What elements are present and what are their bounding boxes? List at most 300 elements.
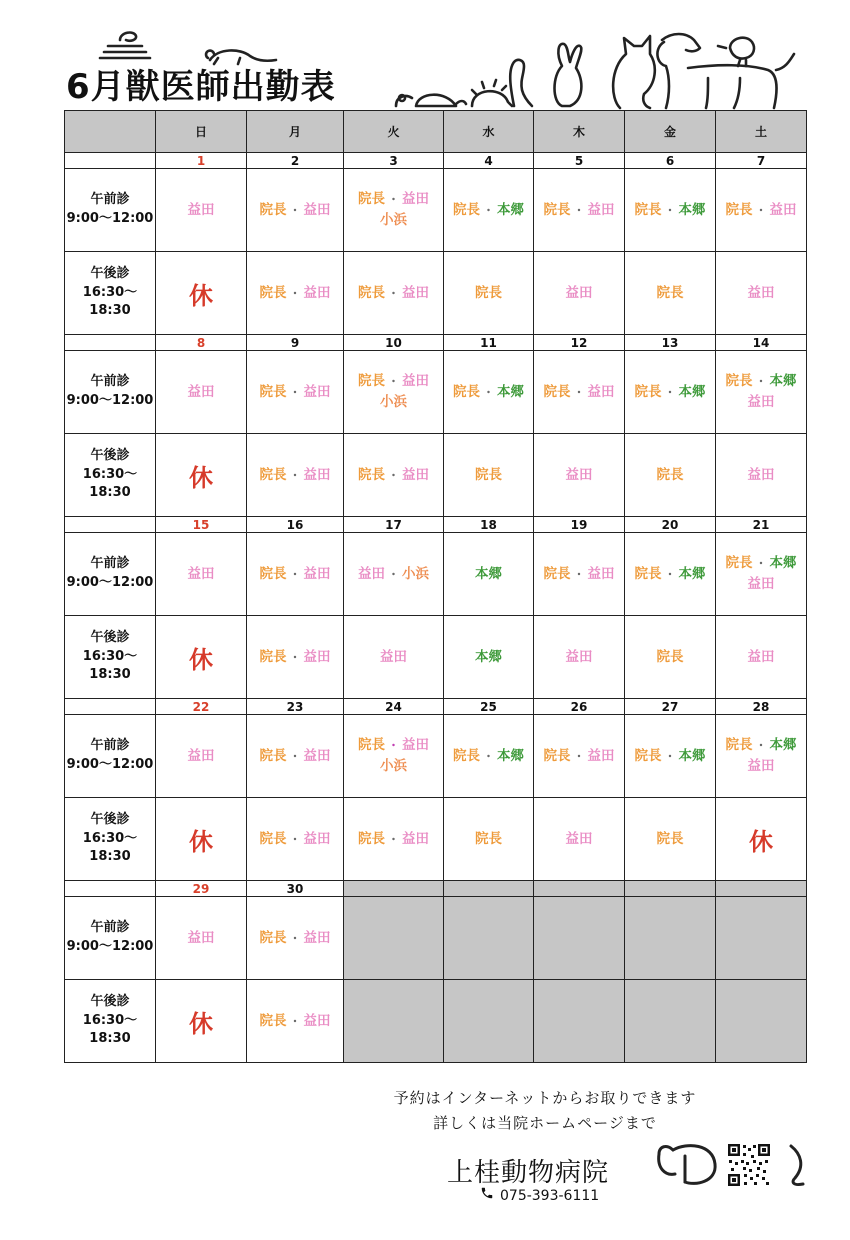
vet-name-masuda: 益田 bbox=[587, 201, 615, 218]
vet-cell bbox=[534, 798, 625, 881]
slot-hours: 16:30〜18:30 bbox=[82, 830, 138, 865]
vet-name-masuda: 益田 bbox=[187, 565, 215, 582]
vet-name-inchou: 院長 bbox=[656, 466, 684, 483]
vet-entry bbox=[625, 647, 715, 668]
vet-line bbox=[716, 553, 806, 574]
vet-name-masuda: 益田 bbox=[402, 737, 429, 753]
vet-cell bbox=[534, 351, 625, 434]
cat-icon bbox=[613, 36, 655, 108]
vet-name-masuda: 益田 bbox=[187, 747, 215, 764]
separator-dot: ・ bbox=[755, 375, 767, 388]
slot-label-am bbox=[65, 897, 156, 980]
vet-line bbox=[534, 829, 624, 850]
vet-entry bbox=[156, 564, 246, 585]
vet-name-masuda: 益田 bbox=[303, 747, 331, 764]
vet-line bbox=[156, 382, 246, 403]
vet-name-masuda: 益田 bbox=[303, 466, 331, 483]
vet-name-masuda: 益田 bbox=[303, 565, 331, 582]
separator-dot: ・ bbox=[483, 203, 494, 217]
vet-entry bbox=[344, 829, 443, 850]
separator-dot: ・ bbox=[289, 832, 301, 846]
vet-cell bbox=[344, 798, 444, 881]
slot-name: 午後診 bbox=[90, 265, 130, 281]
vet-cell bbox=[625, 351, 716, 434]
vet-name-masuda: 益田 bbox=[565, 466, 593, 483]
vet-name-kohama: 小浜 bbox=[380, 394, 407, 410]
empty-date-cell bbox=[716, 881, 807, 897]
vet-cell bbox=[716, 252, 807, 335]
phone-icon bbox=[480, 1186, 494, 1200]
vet-line bbox=[716, 200, 806, 221]
date-cell: 11 bbox=[444, 335, 534, 351]
vet-entry bbox=[344, 189, 443, 231]
vet-name-masuda: 益田 bbox=[303, 929, 331, 946]
slot-hours: 16:30〜18:30 bbox=[82, 648, 138, 683]
dog-logo-icon bbox=[655, 1140, 719, 1190]
vet-cell bbox=[534, 434, 625, 517]
vet-name-inchou: 院長 bbox=[259, 201, 287, 218]
vet-line bbox=[716, 735, 806, 756]
slot-hours: 9:00〜12:00 bbox=[66, 211, 154, 226]
weekday-thu: 木 bbox=[534, 111, 625, 153]
vet-entry bbox=[344, 564, 443, 585]
vet-cell bbox=[534, 616, 625, 699]
vet-name-hongo: 本郷 bbox=[497, 201, 524, 218]
separator-dot: ・ bbox=[664, 203, 676, 217]
slot-hours: 9:00〜12:00 bbox=[66, 393, 154, 408]
vet-line bbox=[625, 829, 715, 850]
separator-dot: ・ bbox=[483, 749, 494, 763]
empty-cell bbox=[625, 980, 716, 1063]
separator-dot: ・ bbox=[573, 385, 585, 399]
vet-line bbox=[247, 564, 343, 585]
vet-line bbox=[156, 928, 246, 949]
vet-entry bbox=[247, 283, 343, 304]
vet-cell bbox=[444, 798, 534, 881]
separator-dot: ・ bbox=[388, 739, 399, 752]
vet-cell bbox=[716, 715, 807, 798]
vet-name-masuda: 益田 bbox=[587, 747, 615, 764]
vet-line bbox=[344, 189, 443, 210]
vet-cell bbox=[625, 616, 716, 699]
vet-cell bbox=[625, 169, 716, 252]
separator-dot: ・ bbox=[289, 749, 301, 763]
vet-line bbox=[625, 647, 715, 668]
vet-name-inchou: 院長 bbox=[725, 737, 753, 753]
slot-row-am bbox=[65, 897, 807, 980]
date-row-label bbox=[65, 153, 156, 169]
separator-dot: ・ bbox=[289, 931, 301, 945]
vet-line bbox=[344, 210, 443, 231]
slot-row-pm bbox=[65, 252, 807, 335]
vet-name-masuda: 益田 bbox=[402, 373, 429, 389]
empty-cell bbox=[444, 980, 534, 1063]
empty-date-cell bbox=[625, 881, 716, 897]
vet-cell bbox=[344, 169, 444, 252]
vet-cell bbox=[444, 715, 534, 798]
vet-name-hongo: 本郷 bbox=[678, 383, 706, 400]
slot-name: 午前診 bbox=[90, 738, 130, 754]
separator-dot: ・ bbox=[289, 567, 301, 581]
date-cell: 26 bbox=[534, 699, 625, 715]
vet-line bbox=[534, 382, 624, 403]
vet-entry bbox=[247, 382, 343, 403]
separator-dot: ・ bbox=[755, 203, 767, 217]
schedule-table bbox=[64, 110, 807, 1063]
vet-cell bbox=[716, 533, 807, 616]
vet-entry bbox=[534, 564, 624, 585]
slot-hours: 9:00〜12:00 bbox=[66, 575, 154, 590]
vet-cell bbox=[156, 715, 247, 798]
vet-name-inchou: 院長 bbox=[259, 466, 287, 483]
vet-line bbox=[534, 465, 624, 486]
vet-entry bbox=[156, 200, 246, 221]
vet-entry bbox=[625, 564, 715, 585]
vet-cell bbox=[247, 897, 344, 980]
vet-entry bbox=[716, 735, 806, 777]
vet-entry bbox=[344, 465, 443, 486]
date-cell: 15 bbox=[156, 517, 247, 533]
vet-line bbox=[716, 647, 806, 668]
vet-cell bbox=[444, 434, 534, 517]
slot-label-pm bbox=[65, 798, 156, 881]
date-cell: 5 bbox=[534, 153, 625, 169]
vet-name-masuda: 益田 bbox=[380, 648, 407, 665]
vet-name-masuda: 益田 bbox=[747, 394, 775, 410]
weekday-mon: 月 bbox=[247, 111, 344, 153]
vet-cell bbox=[247, 169, 344, 252]
vet-entry bbox=[444, 283, 533, 304]
turtle-icon bbox=[416, 95, 466, 106]
vet-name-inchou: 院長 bbox=[656, 830, 684, 847]
vet-entry bbox=[716, 200, 806, 221]
vet-entry bbox=[344, 283, 443, 304]
date-cell: 14 bbox=[716, 335, 807, 351]
weekday-fri: 金 bbox=[625, 111, 716, 153]
vet-entry bbox=[534, 283, 624, 304]
date-cell: 27 bbox=[625, 699, 716, 715]
vet-line bbox=[444, 283, 533, 304]
empty-cell bbox=[716, 980, 807, 1063]
vet-name-inchou: 院長 bbox=[259, 929, 287, 946]
vet-line bbox=[247, 647, 343, 668]
vet-line bbox=[344, 756, 443, 777]
vet-line bbox=[344, 647, 443, 668]
vet-line bbox=[247, 928, 343, 949]
separator-dot: ・ bbox=[289, 286, 301, 300]
vet-cell bbox=[344, 434, 444, 517]
vet-name-masuda: 益田 bbox=[769, 201, 797, 218]
vet-line bbox=[716, 371, 806, 392]
date-cell: 17 bbox=[344, 517, 444, 533]
separator-dot: ・ bbox=[573, 567, 585, 581]
closed-label: 休 bbox=[189, 645, 213, 674]
separator-dot: ・ bbox=[388, 468, 399, 482]
vet-entry bbox=[625, 829, 715, 850]
slot-row-pm bbox=[65, 434, 807, 517]
vet-name-hongo: 本郷 bbox=[678, 565, 706, 582]
qr-code-icon[interactable] bbox=[727, 1143, 771, 1187]
vet-entry bbox=[534, 647, 624, 668]
vet-cell bbox=[156, 351, 247, 434]
vet-name-inchou: 院長 bbox=[725, 373, 753, 389]
vet-name-masuda: 益田 bbox=[747, 758, 775, 774]
date-cell: 4 bbox=[444, 153, 534, 169]
empty-date-cell bbox=[344, 881, 444, 897]
vet-name-masuda: 益田 bbox=[303, 648, 331, 665]
slot-label-am bbox=[65, 169, 156, 252]
vet-line bbox=[247, 382, 343, 403]
vet-entry bbox=[716, 553, 806, 595]
vet-line bbox=[156, 564, 246, 585]
slot-name: 午後診 bbox=[90, 811, 130, 827]
date-cell: 6 bbox=[625, 153, 716, 169]
vet-cell bbox=[344, 252, 444, 335]
vet-name-inchou: 院長 bbox=[453, 201, 480, 218]
vet-entry bbox=[156, 928, 246, 949]
separator-dot: ・ bbox=[388, 832, 399, 846]
date-cell: 7 bbox=[716, 153, 807, 169]
vet-name-masuda: 益田 bbox=[187, 929, 215, 946]
vet-line bbox=[247, 1011, 343, 1032]
slot-name: 午前診 bbox=[90, 374, 130, 390]
vet-name-masuda: 益田 bbox=[303, 284, 331, 301]
date-cell: 8 bbox=[156, 335, 247, 351]
vet-entry bbox=[534, 465, 624, 486]
date-row bbox=[65, 153, 807, 169]
slot-label-pm bbox=[65, 434, 156, 517]
tail-logo-icon bbox=[787, 1140, 813, 1190]
vet-line bbox=[534, 746, 624, 767]
vet-line bbox=[716, 392, 806, 413]
slot-row-pm bbox=[65, 616, 807, 699]
date-cell: 23 bbox=[247, 699, 344, 715]
vet-line bbox=[344, 465, 443, 486]
phone-number bbox=[480, 1186, 599, 1204]
empty-cell bbox=[344, 980, 444, 1063]
vet-cell bbox=[344, 616, 444, 699]
vet-entry bbox=[247, 200, 343, 221]
closed-cell bbox=[156, 616, 247, 699]
vet-cell bbox=[534, 169, 625, 252]
slot-label-pm bbox=[65, 252, 156, 335]
vet-line bbox=[625, 564, 715, 585]
slot-hours: 9:00〜12:00 bbox=[66, 757, 154, 772]
separator-dot: ・ bbox=[388, 567, 399, 581]
vet-name-inchou: 院長 bbox=[475, 466, 502, 483]
vet-cell bbox=[444, 252, 534, 335]
vet-name-hongo: 本郷 bbox=[678, 747, 706, 764]
vet-entry bbox=[625, 465, 715, 486]
vet-entry bbox=[625, 200, 715, 221]
vet-line bbox=[344, 283, 443, 304]
vet-name-inchou: 院長 bbox=[453, 383, 480, 400]
vet-name-inchou: 院長 bbox=[358, 830, 385, 847]
vet-name-inchou: 院長 bbox=[634, 565, 662, 582]
vet-entry bbox=[156, 382, 246, 403]
vet-name-masuda: 益田 bbox=[747, 466, 775, 483]
vet-name-inchou: 院長 bbox=[259, 747, 287, 764]
separator-dot: ・ bbox=[289, 385, 301, 399]
vet-line bbox=[625, 382, 715, 403]
empty-cell bbox=[716, 897, 807, 980]
vet-cell bbox=[344, 533, 444, 616]
vet-name-masuda: 益田 bbox=[358, 565, 385, 582]
vet-cell bbox=[156, 533, 247, 616]
vet-line bbox=[444, 647, 533, 668]
closed-label: 休 bbox=[189, 281, 213, 310]
vet-entry bbox=[534, 829, 624, 850]
vet-entry bbox=[247, 647, 343, 668]
mouse-icon bbox=[396, 95, 412, 106]
slot-name: 午前診 bbox=[90, 192, 130, 208]
vet-line bbox=[247, 746, 343, 767]
date-cell: 10 bbox=[344, 335, 444, 351]
snake-icon bbox=[100, 33, 150, 58]
vet-name-masuda: 益田 bbox=[187, 383, 215, 400]
vet-cell bbox=[247, 351, 344, 434]
vet-entry bbox=[247, 465, 343, 486]
vet-entry bbox=[344, 371, 443, 413]
vet-entry bbox=[247, 746, 343, 767]
vet-name-inchou: 院長 bbox=[543, 383, 571, 400]
vet-name-inchou: 院長 bbox=[543, 565, 571, 582]
vet-line bbox=[625, 746, 715, 767]
closed-label: 休 bbox=[749, 827, 773, 856]
slot-hours: 16:30〜18:30 bbox=[82, 1012, 138, 1047]
vet-entry bbox=[344, 647, 443, 668]
vet-entry bbox=[716, 465, 806, 486]
vet-entry bbox=[444, 382, 533, 403]
date-row-label bbox=[65, 335, 156, 351]
slot-row-am bbox=[65, 351, 807, 434]
reservation-line-2: 詳しくは当院ホームページまで bbox=[433, 1114, 657, 1132]
lizard-icon bbox=[206, 50, 276, 64]
vet-cell bbox=[247, 616, 344, 699]
rabbit-icon bbox=[555, 44, 582, 106]
date-row bbox=[65, 335, 807, 351]
closed-cell bbox=[716, 798, 807, 881]
header-corner bbox=[65, 111, 156, 153]
date-cell: 3 bbox=[344, 153, 444, 169]
closed-cell bbox=[156, 252, 247, 335]
vet-name-inchou: 院長 bbox=[358, 191, 385, 207]
vet-entry bbox=[344, 735, 443, 777]
date-cell: 25 bbox=[444, 699, 534, 715]
vet-cell bbox=[444, 169, 534, 252]
date-cell: 2 bbox=[247, 153, 344, 169]
date-cell: 21 bbox=[716, 517, 807, 533]
vet-name-masuda: 益田 bbox=[187, 201, 215, 218]
vet-name-inchou: 院長 bbox=[259, 383, 287, 400]
date-row-label bbox=[65, 881, 156, 897]
vet-name-inchou: 院長 bbox=[475, 830, 502, 847]
vet-entry bbox=[716, 647, 806, 668]
dog-icon bbox=[657, 34, 794, 108]
date-cell: 28 bbox=[716, 699, 807, 715]
slot-label-am bbox=[65, 533, 156, 616]
separator-dot: ・ bbox=[289, 468, 301, 482]
separator-dot: ・ bbox=[755, 739, 767, 752]
vet-name-inchou: 院長 bbox=[634, 383, 662, 400]
vet-line bbox=[716, 574, 806, 595]
vet-name-inchou: 院長 bbox=[634, 747, 662, 764]
vet-name-kohama: 小浜 bbox=[380, 758, 407, 774]
slot-name: 午後診 bbox=[90, 629, 130, 645]
slot-row-am bbox=[65, 715, 807, 798]
separator-dot: ・ bbox=[289, 650, 301, 664]
vet-cell bbox=[247, 434, 344, 517]
vet-name-inchou: 院長 bbox=[259, 284, 287, 301]
slot-label-pm bbox=[65, 616, 156, 699]
vet-name-hongo: 本郷 bbox=[678, 201, 706, 218]
weekday-header-row bbox=[65, 111, 807, 153]
date-cell: 1 bbox=[156, 153, 247, 169]
separator-dot: ・ bbox=[664, 749, 676, 763]
vet-cell bbox=[247, 533, 344, 616]
date-cell: 29 bbox=[156, 881, 247, 897]
vet-line bbox=[716, 465, 806, 486]
vet-entry bbox=[444, 564, 533, 585]
bird-icon bbox=[718, 38, 754, 66]
vet-entry bbox=[716, 283, 806, 304]
vet-name-hongo: 本郷 bbox=[475, 648, 502, 665]
vet-line bbox=[247, 200, 343, 221]
vet-name-inchou: 院長 bbox=[453, 747, 480, 764]
empty-cell bbox=[534, 980, 625, 1063]
vet-line bbox=[444, 382, 533, 403]
slot-hours: 16:30〜18:30 bbox=[82, 284, 138, 319]
vet-name-masuda: 益田 bbox=[402, 284, 429, 301]
vet-cell bbox=[716, 169, 807, 252]
vet-entry bbox=[247, 928, 343, 949]
vet-name-masuda: 益田 bbox=[565, 830, 593, 847]
separator-dot: ・ bbox=[289, 1014, 301, 1028]
slot-label-pm bbox=[65, 980, 156, 1063]
separator-dot: ・ bbox=[388, 286, 399, 300]
vet-cell bbox=[247, 252, 344, 335]
slot-name: 午前診 bbox=[90, 920, 130, 936]
vet-cell bbox=[444, 351, 534, 434]
empty-cell bbox=[534, 897, 625, 980]
vet-name-masuda: 益田 bbox=[587, 565, 615, 582]
vet-entry bbox=[534, 200, 624, 221]
vet-entry bbox=[625, 746, 715, 767]
vet-name-hongo: 本郷 bbox=[769, 555, 797, 571]
vet-entry bbox=[444, 200, 533, 221]
vet-name-masuda: 益田 bbox=[747, 648, 775, 665]
date-cell: 19 bbox=[534, 517, 625, 533]
vet-cell bbox=[344, 715, 444, 798]
vet-entry bbox=[444, 746, 533, 767]
vet-line bbox=[444, 746, 533, 767]
vet-cell bbox=[716, 434, 807, 517]
vet-name-masuda: 益田 bbox=[402, 466, 429, 483]
vet-name-inchou: 院長 bbox=[656, 284, 684, 301]
vet-line bbox=[625, 283, 715, 304]
empty-cell bbox=[444, 897, 534, 980]
slot-name: 午前診 bbox=[90, 556, 130, 572]
vet-cell bbox=[344, 351, 444, 434]
vet-line bbox=[344, 564, 443, 585]
separator-dot: ・ bbox=[664, 567, 676, 581]
vet-line bbox=[247, 465, 343, 486]
vet-entry bbox=[534, 746, 624, 767]
closed-cell bbox=[156, 798, 247, 881]
vet-line bbox=[156, 746, 246, 767]
vet-name-inchou: 院長 bbox=[358, 737, 385, 753]
slot-label-am bbox=[65, 351, 156, 434]
